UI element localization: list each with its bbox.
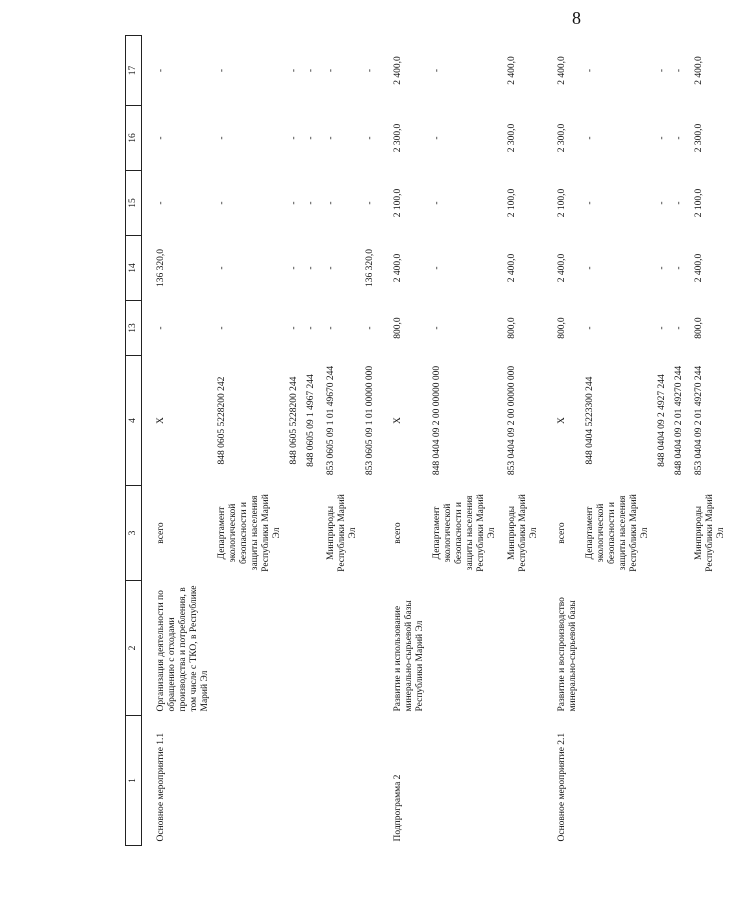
column-header: 13 [126,301,142,356]
cell-executor [303,486,320,581]
table-header [126,36,142,846]
cell-program: Основное мероприятие 2.1 [557,732,567,842]
cell-program [501,716,543,846]
page-number: 8 [572,8,581,28]
cell-program: Основное мероприятие 1.1 [156,732,166,842]
cell-program [320,716,362,846]
cell-col13: 800,0 [393,317,403,339]
cell-program [582,716,654,846]
table-row [671,36,688,846]
cell-col15: 2 100,0 [507,188,517,218]
cell-col17: 2 400,0 [393,56,403,85]
cell-executor: Департамент экологической безопасности и защиты населения Республики Марий Эл [432,494,497,572]
cell-col16: - [306,136,316,140]
budget-table [125,35,730,846]
cell-col14: 2 400,0 [694,253,704,283]
column-header: 3 [126,486,142,581]
cell-col15: - [217,201,227,205]
cell-code: 848 0404 09 2 01 49270 244 [674,365,684,476]
cell-col15: 2 100,0 [393,188,403,218]
cell-col17: - [326,68,336,73]
cell-col15: - [674,201,684,205]
table-row [543,36,582,846]
cell-name [688,581,730,716]
cell-col17: 2 400,0 [694,56,704,85]
cell-program [654,716,671,846]
cell-name [671,581,688,716]
column-header: 2 [126,581,142,716]
cell-executor: Минприроды Республики Марий Эл [507,494,539,572]
cell-col14: - [289,266,299,270]
cell-col16: 2 300,0 [507,123,517,153]
cell-col16: - [289,136,299,140]
table-row [501,36,543,846]
cell-program [429,716,501,846]
cell-program [688,716,730,846]
cell-col13: - [289,326,299,330]
table-row [582,36,654,846]
cell-code: 853 0404 09 2 00 00000 000 [507,365,517,476]
cell-col17: - [365,68,375,73]
cell-program: Подпрограмма 2 [393,774,403,842]
cell-col15: - [365,201,375,205]
cell-col15: - [289,201,299,205]
table-row [429,36,501,846]
cell-col14: 2 400,0 [507,253,517,283]
cell-col13: 800,0 [507,317,517,339]
cell-col13: 800,0 [557,317,567,339]
cell-col15: 2 100,0 [694,188,704,218]
table-row [303,36,320,846]
cell-code: X [557,417,567,424]
cell-program [286,716,303,846]
cell-col14: 2 400,0 [557,253,567,283]
cell-col17: - [156,68,166,73]
column-header: 4 [126,356,142,486]
cell-col17: - [657,68,667,73]
cell-executor: всего [393,522,403,544]
cell-name [654,581,671,716]
cell-col16: - [657,136,667,140]
cell-col13: - [326,326,336,330]
cell-program [214,716,286,846]
cell-col16: - [217,136,227,140]
cell-col15: - [326,201,336,205]
cell-name: Организация деятельности по обращению с отходами производства и потребления, в том числе с ТКО, в Республике Марий Эл [156,585,210,712]
cell-col14: - [217,266,227,270]
cell-col17: 2 400,0 [557,56,567,85]
cell-col16: - [326,136,336,140]
table-row [214,36,286,846]
table-row [142,36,215,846]
table-row [654,36,671,846]
cell-executor: Минприроды Республики Марий Эл [694,494,726,572]
cell-col14: 136 320,0 [365,249,375,287]
cell-name [362,581,379,716]
cell-code: 848 0605 09 1 4967 244 [306,374,316,467]
column-header: 1 [126,716,142,846]
cell-col14: 136 320,0 [156,249,166,287]
cell-code: X [156,417,166,424]
cell-name [214,581,286,716]
cell-code: 848 0404 5223300 244 [585,376,595,465]
cell-col15: - [306,201,316,205]
cell-program [671,716,688,846]
cell-col17: - [289,68,299,73]
cell-col14: - [326,266,336,270]
cell-col16: - [156,136,166,140]
cell-col17: - [585,68,595,73]
cell-col13: - [585,326,595,330]
cell-executor: всего [156,522,166,544]
cell-col14: - [657,266,667,270]
cell-name [582,581,654,716]
cell-col17: - [432,68,442,73]
cell-col17: 2 400,0 [507,56,517,85]
table-row [286,36,303,846]
cell-col13: - [156,326,166,330]
cell-name [286,581,303,716]
cell-code: X [393,417,403,424]
cell-col14: - [585,266,595,270]
cell-executor: Департамент экологической безопасности и защиты населения Республики Марий Эл [217,494,282,572]
cell-executor [671,486,688,581]
cell-program [303,716,320,846]
cell-col16: - [432,136,442,140]
cell-name [303,581,320,716]
cell-col16: - [585,136,595,140]
cell-col16: - [365,136,375,140]
table-row [688,36,730,846]
cell-executor: всего [557,522,567,544]
cell-executor: Департамент экологической безопасности и защиты населения Республики Марий Эл [585,494,650,572]
table-row [379,36,429,846]
table-row [320,36,362,846]
cell-col16: 2 300,0 [393,123,403,153]
column-header: 15 [126,171,142,236]
cell-col14: - [432,266,442,270]
cell-col13: 800,0 [694,317,704,339]
cell-col13: - [674,326,684,330]
cell-executor [362,486,379,581]
column-header: 16 [126,106,142,171]
cell-code: 848 0404 09 2 00 00000 000 [432,365,442,476]
cell-col16: - [674,136,684,140]
cell-code: 848 0404 09 2 4927 244 [657,374,667,467]
column-header: 14 [126,236,142,301]
cell-col14: 2 400,0 [393,253,403,283]
cell-col17: - [674,68,684,73]
cell-col15: - [657,201,667,205]
cell-col15: - [585,201,595,205]
cell-col17: - [217,68,227,73]
cell-col13: - [657,326,667,330]
column-header: 17 [126,36,142,106]
cell-col15: - [156,201,166,205]
table-row [362,36,379,846]
cell-col13: - [217,326,227,330]
cell-col16: 2 300,0 [694,123,704,153]
cell-name [429,581,501,716]
rotated-table-container [125,36,726,846]
cell-col17: - [306,68,316,73]
cell-executor: Минприроды Республики Марий Эл [326,494,358,572]
cell-col13: - [365,326,375,330]
cell-col14: - [306,266,316,270]
cell-code: 848 0605 5228200 242 [217,376,227,465]
cell-program [362,716,379,846]
cell-code: 853 0605 09 1 01 49670 244 [326,365,336,476]
cell-executor [654,486,671,581]
cell-col15: - [432,201,442,205]
cell-col16: 2 300,0 [557,123,567,153]
cell-name: Развитие и использование минерально-сырьевой базы Республики Марий Эл [393,600,425,712]
cell-col13: - [432,326,442,330]
cell-name [501,581,543,716]
cell-code: 853 0605 09 1 01 00000 000 [365,365,375,476]
cell-col15: 2 100,0 [557,188,567,218]
cell-name: Развитие и воспроизводство минерально-сырьевой базы [557,597,578,712]
cell-code: 853 0404 09 2 01 49270 244 [694,365,704,476]
table-body [142,36,730,846]
cell-executor [286,486,303,581]
cell-name [320,581,362,716]
cell-code: 848 0605 5228200 244 [289,376,299,465]
cell-col14: - [674,266,684,270]
cell-col13: - [306,326,316,330]
